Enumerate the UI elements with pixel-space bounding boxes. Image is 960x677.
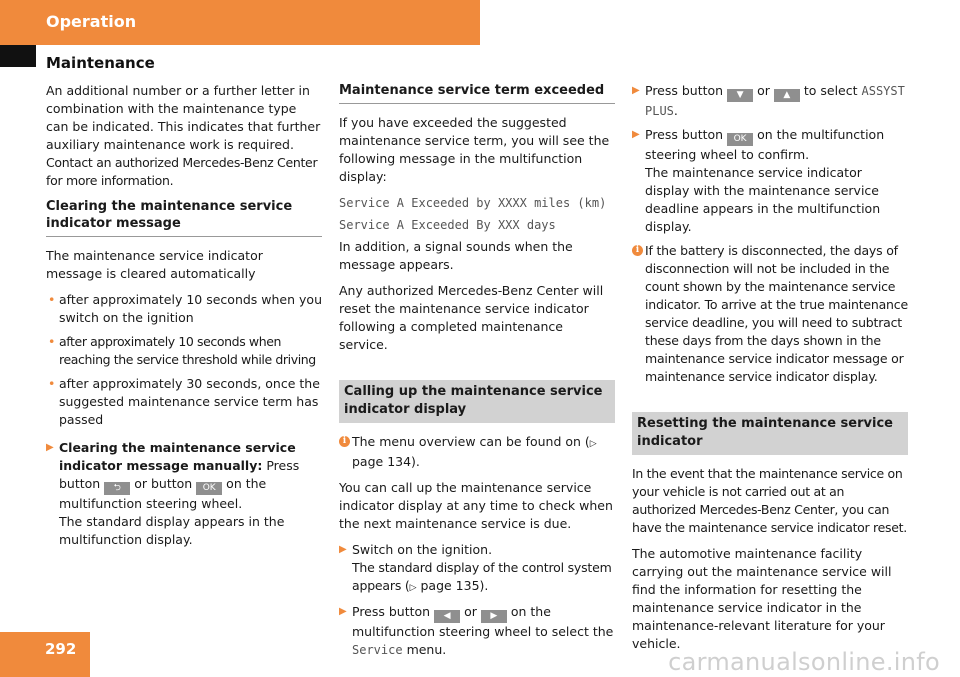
step-text: or button [134, 476, 193, 491]
menu-code: ASSYST PLUS [645, 84, 905, 118]
step-text: on the multifunction steering wheel to select the [352, 604, 614, 639]
info-text: The menu overview can be found on ( [352, 434, 590, 449]
column-2 [339, 82, 615, 665]
calling-up-heading: Calling up the maintenance service indicator display [339, 380, 615, 423]
intro-paragraph [46, 82, 322, 190]
step-text: or [464, 604, 477, 619]
section-title: Maintenance [46, 54, 155, 72]
bullet-icon: • [48, 376, 56, 391]
step-result-text: The maintenance service indicator display with the maintenance service deadline appears in the multifunction display. [645, 165, 881, 234]
info-text: page 134). [352, 454, 420, 469]
info-icon: i [339, 436, 350, 447]
info-note [632, 242, 908, 386]
step-item: ▶ Press button ▼ or ▲ to select ASSYST PLUS. [632, 83, 905, 118]
info-note [339, 433, 615, 471]
column-3 [632, 82, 908, 661]
list-item [46, 291, 322, 327]
step-text: menu. [406, 642, 447, 657]
step-result-text: The standard display appears in the multifunction display. [59, 514, 285, 547]
ok-button-icon: OK [196, 482, 222, 495]
step-text: Press button [59, 458, 300, 491]
page-ref-arrow-icon: ▷ [589, 439, 597, 449]
step-arrow-icon: ▶ [632, 85, 640, 96]
list-item-text: after approximately 30 seconds, once the suggested maintenance service term has passed [59, 376, 320, 427]
step-arrow-icon: ▶ [46, 442, 54, 453]
up-button-icon: ▲ [774, 89, 800, 102]
list-item-text: after approximately 10 seconds when reaching the service threshold while driving [59, 334, 316, 367]
step-result-text: page 135). [416, 578, 489, 593]
page-ref-arrow-icon: ▷ [409, 583, 417, 593]
step-text: Press button [352, 604, 431, 619]
down-button-icon: ▼ [727, 89, 753, 102]
clearing-heading: Clearing the maintenance service indicator message [46, 198, 322, 237]
step-result-text: The standard display of the control system appears ( [352, 560, 612, 593]
step-arrow-icon: ▶ [632, 129, 640, 140]
menu-code: Service [352, 643, 403, 657]
step-item [339, 603, 615, 659]
left-button-icon: ◀ [434, 610, 460, 623]
term-exceeded-heading: Maintenance service term exceeded [339, 82, 615, 104]
reset-event-paragraph: In the event that the maintenance service on your vehicle is not carried out at an authorized Mercedes-Benz Center, you can have the maintenance service indicator reset. [632, 466, 907, 535]
right-button-icon: ▶ [481, 610, 507, 623]
step-arrow-icon: ▶ [339, 606, 347, 617]
step-text: Press button [645, 83, 724, 98]
step-arrow-icon: ▶ [339, 544, 347, 555]
list-item-text: after approximately 10 seconds when you switch on the ignition [59, 292, 322, 325]
intro-contact-text: Contact an authorized Mercedes-Benz Center for more information. [46, 155, 318, 188]
display-message: Service A Exceeded by XXXX miles (km) [339, 196, 607, 210]
step-item [46, 439, 322, 549]
signal-paragraph: In addition, a signal sounds when the message appears. [339, 239, 573, 272]
page-number: 292 [45, 640, 77, 658]
step-text: on the multifunction steering wheel. [59, 476, 267, 511]
bullet-icon: • [48, 292, 56, 307]
cleared-text: The maintenance service indicator message is cleared automatically [46, 248, 263, 281]
display-message: Service A Exceeded By XXX days [339, 218, 556, 232]
step-text: Switch on the ignition. [352, 542, 493, 557]
watermark: carmanualsonline.info [668, 648, 940, 676]
back-button-icon: ⮌ [104, 482, 130, 495]
step-text: or [757, 83, 770, 98]
chapter-title: Operation [46, 12, 137, 31]
list-item [46, 333, 322, 369]
info-icon: i [632, 245, 643, 256]
ok-button-icon: OK [727, 133, 753, 146]
column-1 [46, 82, 322, 555]
facility-paragraph: The automotive maintenance facility carrying out the maintenance service will find the information for resetting the maintenance service indicator in the maintenance-relevant literature for your vehicle. [632, 546, 892, 651]
list-item [46, 375, 322, 429]
section-marker [0, 45, 36, 67]
step-text: to select [803, 83, 858, 98]
step-item [339, 541, 615, 597]
step-item [632, 126, 908, 236]
intro-text: An additional number or a further letter in combination with the maintenance type can be indicated. This indicates that further auxiliary maintenance work is required. [46, 83, 321, 152]
exceeded-paragraph: If you have exceeded the suggested maintenance service term, you will see the following message in the multifunction display: [339, 115, 610, 184]
bullet-icon: • [48, 334, 56, 349]
resetting-heading: Resetting the maintenance service indicator [632, 412, 908, 455]
info-text: If the battery is disconnected, the days of disconnection will not be included in the count shown by the maintenance service indicator. To arrive at the true maintenance service deadline, you will need to subtract these days from the days shown in the maintenance service indicator message or maintenance service indicator display. [645, 243, 908, 384]
step-bold-text: Clearing the maintenance service indicator message manually: [59, 440, 296, 473]
call-up-paragraph: You can call up the maintenance service indicator display at any time to check when the next maintenance service is due. [339, 480, 613, 531]
step-text: on the multifunction steering wheel to confirm. [645, 127, 885, 162]
reset-paragraph: Any authorized Mercedes-Benz Center will reset the maintenance service indicator following a completed maintenance service. [339, 283, 604, 352]
step-text: Press button [645, 127, 724, 142]
